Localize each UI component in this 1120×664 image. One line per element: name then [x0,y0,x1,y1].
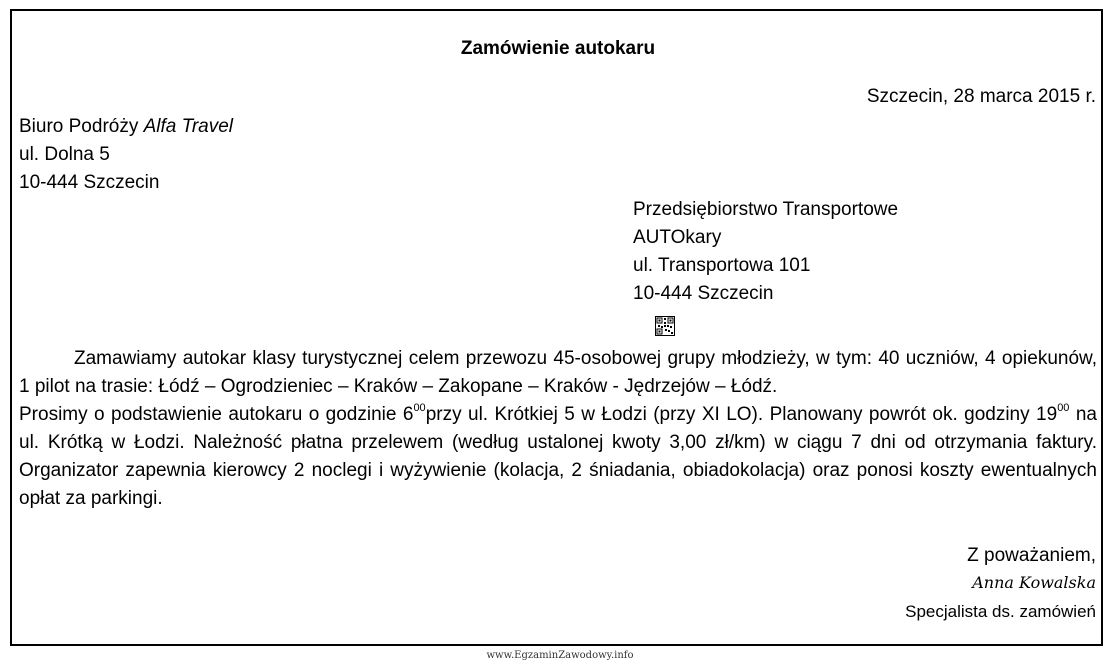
paragraph-2-part-b: przy ul. Krótkiej 5 w Łodzi (przy XI LO). Planowany powrót ok. godziny 19 [425,404,1058,425]
signer-position: Specjalista ds. zamówień [905,602,1096,621]
recipient-line-2: AUTOkary [633,227,722,248]
handwritten-signature: Anna Kowalska [972,573,1096,592]
paragraph-2-part-c: na ul. Krótką w Łodzi. Należność płatna przelewem (według ustalonej kwoty 3,00 zł/km) w ciągu 7 dni od otrzymania faktury. Organizator zapewnia kierowcy 2 noclegi i wyżywienie (kolacja, 2 śniadania, obiadokolacja) oraz ponosi koszty ewentualnych opłat za parkingi. [19,404,1097,509]
qr-code-icon [655,316,675,336]
letter-paragraph-1: Zamawiamy autokar klasy turystycznej celem przewozu 45-osobowej grupy młodzieży, w tym: 40 uczniów, 4 opiekunów, 1 pilot na trasie: Łódź – Ogrodzieniec – Kraków – Zakopane – Kraków - Jędrzejów – Łódź. [19,348,1097,397]
recipient-line-1: Przedsiębiorstwo Transportowe [633,199,899,220]
sender-address [19,113,233,197]
letter-body [19,345,1097,513]
sender-company-name: Alfa Travel [143,116,234,137]
paragraph-2-part-a: Prosimy o podstawienie autokaru o godzinie 6 [19,404,414,425]
recipient-line-4: 10-444 Szczecin [633,283,774,304]
departure-time-superscript: 00 [413,402,426,414]
document-title: Zamówienie autokaru [460,38,656,59]
watermark-url: www.EgzaminZawodowy.info [486,650,634,661]
recipient-line-3: ul. Transportowa 101 [633,255,811,276]
closing-phrase: Z poważaniem, [967,545,1096,566]
document-date: Szczecin, 28 marca 2015 r. [866,86,1096,107]
sender-line-3: 10-444 Szczecin [19,172,160,193]
letter-paragraph-2 [19,401,1097,513]
recipient-address [633,196,898,308]
sender-line-1-prefix: Biuro Podróży [19,116,144,137]
sender-line-1 [19,113,233,141]
return-time-superscript: 00 [1057,402,1070,414]
sender-line-2: ul. Dolna 5 [19,144,110,165]
